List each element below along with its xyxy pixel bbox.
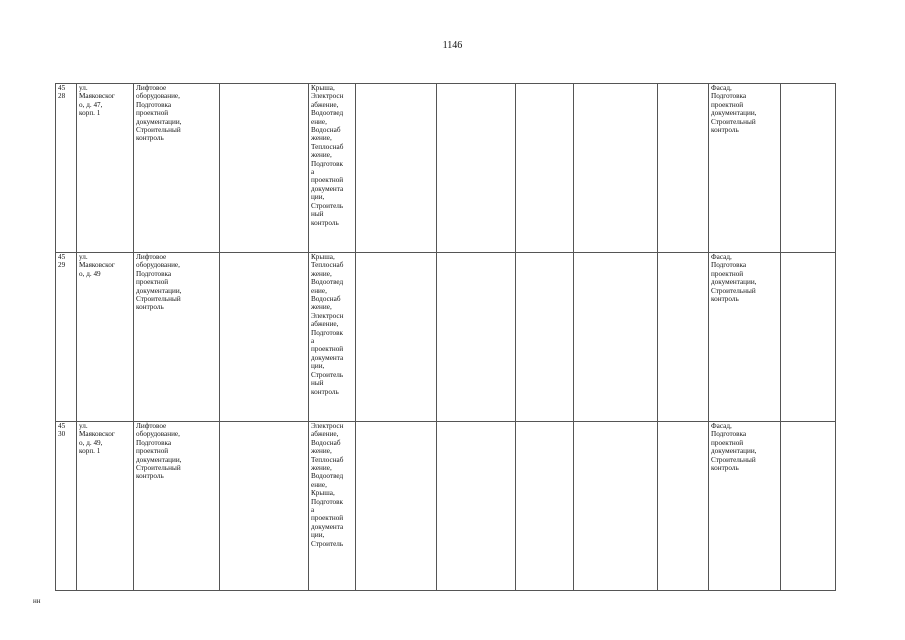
empty-cell: [220, 253, 309, 422]
works-cell-lift: Лифтовое оборудование, Подготовка проектной документации, Строительный контроль: [134, 253, 220, 422]
empty-cell: [781, 422, 836, 591]
empty-cell: [658, 84, 709, 253]
works-cell-lift: Лифтовое оборудование, Подготовка проектной документации, Строительный контроль: [134, 422, 220, 591]
table-row: [56, 84, 836, 253]
works-cell-systems: Крыша, Теплоснаб жение, Водоотвед ение, Водоснаб жение, Электросн абжение, Подготовк а проектной документа ции, Строитель ный контроль: [309, 253, 356, 422]
empty-cell: [356, 253, 437, 422]
empty-cell: [437, 84, 516, 253]
address-cell: ул. Маяковског о, д. 49, корп. 1: [77, 422, 134, 591]
empty-cell: [658, 422, 709, 591]
row-number-cell: 45 29: [56, 253, 77, 422]
works-table: [55, 83, 836, 591]
empty-cell: [574, 253, 658, 422]
empty-cell: [781, 253, 836, 422]
empty-cell: [781, 84, 836, 253]
empty-cell: [574, 84, 658, 253]
table-row: [56, 253, 836, 422]
empty-cell: [356, 84, 437, 253]
address-cell: ул. Маяковског о, д. 47, корп. 1: [77, 84, 134, 253]
row-number-cell: 45 28: [56, 84, 77, 253]
empty-cell: [574, 422, 658, 591]
works-cell-facade: Фасад, Подготовка проектной документации, Строительный контроль: [709, 253, 781, 422]
works-cell-systems: Электросн абжение, Водоснаб жение, Теплоснаб жение, Водоотвед ение, Крыша, Подготовк а проектной документа ции, Строитель: [309, 422, 356, 591]
empty-cell: [356, 422, 437, 591]
row-number-cell: 45 30: [56, 422, 77, 591]
empty-cell: [516, 422, 574, 591]
empty-cell: [658, 253, 709, 422]
works-cell-facade: Фасад, Подготовка проектной документации, Строительный контроль: [709, 422, 781, 591]
works-cell-facade: Фасад, Подготовка проектной документации, Строительный контроль: [709, 84, 781, 253]
page-number: 1146: [442, 40, 463, 51]
empty-cell: [220, 84, 309, 253]
empty-cell: [220, 422, 309, 591]
footer-mark: нн: [33, 597, 41, 605]
empty-cell: [437, 422, 516, 591]
works-cell-systems: Крыша, Электросн абжение, Водоотвед ение, Водоснаб жение, Теплоснаб жение, Подготовк а проектной документа ции, Строитель ный контроль: [309, 84, 356, 253]
address-cell: ул. Маяковског о, д. 49: [77, 253, 134, 422]
empty-cell: [437, 253, 516, 422]
empty-cell: [516, 84, 574, 253]
table-row: [56, 422, 836, 591]
works-cell-lift: Лифтовое оборудование, Подготовка проектной документации, Строительный контроль: [134, 84, 220, 253]
empty-cell: [516, 253, 574, 422]
